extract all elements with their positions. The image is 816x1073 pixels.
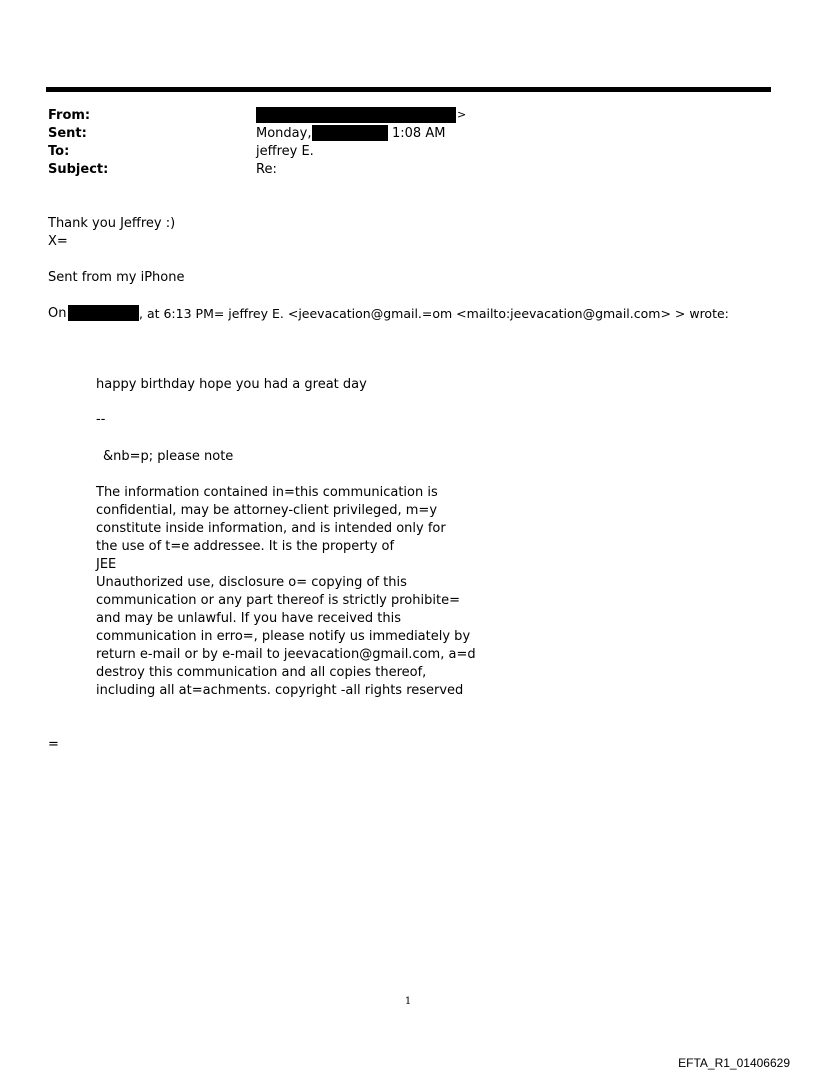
from-label: From: xyxy=(48,108,91,123)
document-id: EFTA_R1_01406629 xyxy=(678,1056,790,1070)
sent-day: Monday, xyxy=(256,126,312,141)
disclaimer-line: JEE xyxy=(96,557,117,572)
reply-line-1: Thank you Jeffrey :) xyxy=(48,216,176,231)
on-rest: , at 6:13 PM= jeffrey E. <jeevacation@gmail.=om <mailto:jeevacation@gmail.com> > wrote: xyxy=(139,306,729,321)
disclaimer-line: constitute inside information, and is intended only for xyxy=(96,521,446,536)
trailing-equals: = xyxy=(48,737,59,752)
reply-line-2: X= xyxy=(48,234,68,249)
disclaimer-line: Unauthorized use, disclosure o= copying of this xyxy=(96,575,407,590)
disclaimer-line: and may be unlawful. If you have received this xyxy=(96,611,402,626)
subject-label: Subject: xyxy=(48,162,109,177)
quoted-note: &nb=p; please note xyxy=(103,449,234,464)
disclaimer-line: including all at=achments. copyright -all rights reserved xyxy=(96,683,464,698)
disclaimer-line: The information contained in=this communication is xyxy=(96,485,438,500)
sent-label: Sent: xyxy=(48,126,87,141)
on-prefix: On xyxy=(48,306,67,321)
reply-signature: Sent from my iPhone xyxy=(48,270,185,285)
to-label: To: xyxy=(48,144,70,159)
quoted-greeting: happy birthday hope you had a great day xyxy=(96,377,367,392)
disclaimer-line: communication in erro=, please notify us immediately by xyxy=(96,629,471,644)
disclaimer-line: return e-mail or by e-mail to jeevacation@gmail.com, a=d xyxy=(96,647,476,662)
subject-value: Re: xyxy=(256,162,277,177)
disclaimer-line: the use of t=e addressee. It is the property of xyxy=(96,539,395,554)
disclaimer-line: communication or any part thereof is strictly prohibite= xyxy=(96,593,460,608)
quoted-dashes: -- xyxy=(96,412,106,427)
disclaimer-line: confidential, may be attorney-client privileged, m=y xyxy=(96,503,438,518)
redaction-on-date xyxy=(68,305,139,321)
disclaimer-block xyxy=(96,484,476,700)
disclaimer-line: destroy this communication and all copies thereof, xyxy=(96,665,427,680)
from-suffix: > xyxy=(457,108,467,121)
page-number: 1 xyxy=(404,996,412,1007)
to-value: jeffrey E. xyxy=(256,144,314,159)
header-rule xyxy=(46,87,771,92)
redaction-from xyxy=(256,107,456,123)
redaction-sent-date xyxy=(312,125,388,141)
sent-time: 1:08 AM xyxy=(392,126,446,141)
